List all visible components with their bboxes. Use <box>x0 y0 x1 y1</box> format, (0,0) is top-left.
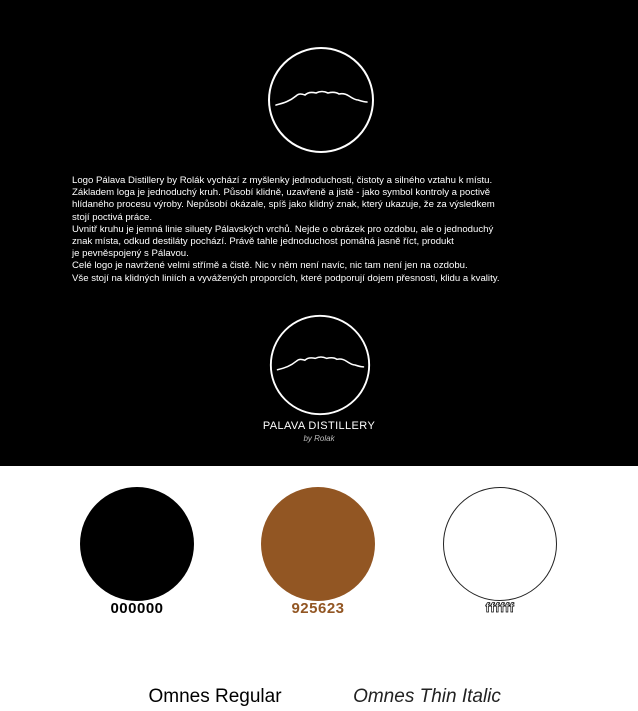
swatch-label-black: 000000 <box>110 600 164 617</box>
swatch-label-brown: 925623 <box>291 600 345 617</box>
brand-byline: by Rolak <box>303 434 335 443</box>
description-paragraph-1: Logo Pálava Distillery by Rolák vychází z myšlenky jednoduchosti, čistoty a silného vztahu k místu. Základem loga je jednoduchý kruh. Působí klidně, uzavřeně a jistě - jako symbol kontroly a poctivě hlídaného procesu výroby. Nepůsobí okázale, spíš jako klidný znak, který ukazuje, že za výsledkem stojí poctivá práce. <box>72 175 495 223</box>
color-swatch-brown <box>261 487 375 601</box>
logo-description <box>72 175 582 285</box>
color-swatch-white <box>443 487 557 601</box>
brand-name: PALAVA DISTILLERY <box>262 420 376 432</box>
font-sample-thin-italic: Omnes Thin Italic <box>353 686 501 707</box>
color-swatch-black <box>80 487 194 601</box>
description-paragraph-2: Uvnitř kruhu je jemná linie siluety Pálavských vrchů. Nejde o obrázek pro ozdobu, ale o jednoduchý znak místa, odkud destiláty pochází. Právě tahle jednoduchost pomáhá jasně říct, produkt je pevněspojený s Pálavou. <box>72 223 494 260</box>
logo-mark-icon <box>266 45 376 155</box>
logo-lockup-icon <box>268 313 372 417</box>
swatch-label-white: ffffff <box>485 600 515 615</box>
font-sample-regular: Omnes Regular <box>148 686 282 707</box>
description-paragraph-3: Celé logo je navržené velmi střímě a čistě. Nic v něm není navíc, nic tam není jen na ozdobu. Vše stojí na klidných liniích a vyvážených proporcích, které podporují dojem přesnosti, klidu a kvality. <box>72 260 500 284</box>
